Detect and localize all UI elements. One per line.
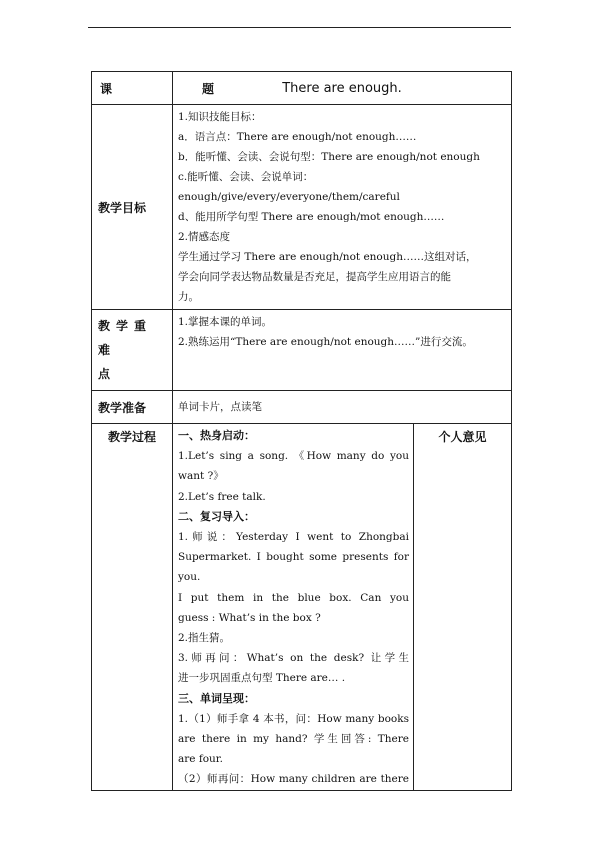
process-line: are four.: [178, 753, 224, 766]
topic-value: There are enough.: [173, 72, 512, 105]
process-line: 1.Let’s sing a song. 《How many do you: [178, 450, 409, 463]
process-line: 进一步巩固重点句型 There are… .: [178, 672, 346, 685]
key-points-label-line1: 教学重难: [98, 319, 153, 357]
process-line: are there in my hand? 学生回答: There: [178, 733, 409, 746]
process-line: 2.指生猜。: [178, 632, 231, 645]
process-section-heading: 二、复习导入：: [178, 509, 255, 523]
lesson-plan-table: [91, 71, 512, 791]
process-content: [173, 424, 414, 791]
topic-label: 课 题: [92, 72, 173, 105]
process-line: 1.（1）师手拿 4 本书，问：How many books: [178, 712, 409, 725]
goals-label-text: 教学目标: [98, 200, 147, 215]
goals-line: 1.知识技能目标：: [178, 111, 262, 123]
opinion-label: 个人意见: [414, 424, 512, 791]
process-section-heading: 三、单词呈现：: [178, 691, 255, 705]
process-line: 3.师再问：What’s on the desk? 让学生: [178, 652, 409, 665]
goals-content: [173, 105, 512, 310]
process-label: 教学过程: [92, 424, 173, 791]
goals-line: 力。: [178, 291, 199, 303]
goals-line: b．能听懂、会读、会说句型：There are enough/not enough: [178, 151, 480, 163]
process-line: want ?》: [178, 470, 224, 483]
process-row: [92, 424, 512, 791]
process-line: Supermarket. I bought some presents for: [178, 551, 409, 564]
process-line: 2.Let’s free talk.: [178, 490, 266, 503]
key-point-line: 2.熟练运用“There are enough/not enough……”进行交流。: [178, 336, 473, 348]
top-rule: [88, 27, 511, 28]
key-points-row: [92, 310, 512, 391]
goals-line: 2.情感态度: [178, 231, 231, 243]
goals-line: enough/give/every/everyone/them/careful: [178, 191, 400, 203]
process-line: you.: [178, 571, 201, 584]
topic-row: [92, 72, 512, 105]
preparation-label: 教学准备: [92, 391, 173, 424]
process-line: I put them in the blue box. Can you: [178, 591, 409, 604]
goals-line: 学会向同学表达物品数量是否充足，提高学生应用语言的能: [178, 271, 451, 283]
goals-line: c.能听懂、会读、会说单词：: [178, 171, 314, 183]
key-point-line: 1.掌握本课的单词。: [178, 316, 273, 328]
goals-label: [92, 105, 173, 310]
goals-line: 学生通过学习 There are enough/not enough……这组对话，: [178, 251, 477, 263]
key-points-label: [92, 310, 173, 391]
preparation-row: [92, 391, 512, 424]
goals-line: d、能用所学句型 There are enough/mot enough……: [178, 211, 445, 223]
process-line: 1.师说：Yesterday I went to Zhongbai: [178, 531, 409, 544]
goals-row: [92, 105, 512, 310]
process-line: （2）师再问：How many children are there: [178, 773, 409, 786]
preparation-value: 单词卡片，点读笔: [178, 401, 262, 413]
process-section-heading: 一、热身启动：: [178, 429, 255, 442]
goals-line: a．语言点：There are enough/not enough……: [178, 131, 417, 143]
preparation-content: [173, 391, 512, 424]
key-points-label-line2: 点: [98, 367, 117, 381]
process-line: guess : What’s in the box ?: [178, 611, 321, 624]
key-points-content: [173, 310, 512, 391]
